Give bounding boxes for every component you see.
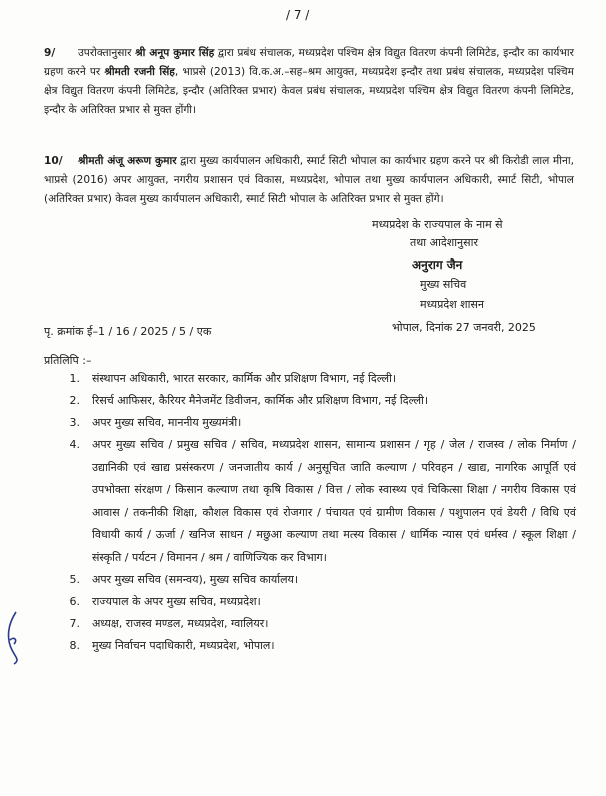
list-item: 7. अध्यक्ष, राजस्व मण्डल, मध्यप्रदेश, ग्वालियर। xyxy=(69,617,269,630)
paragraph-intro: उपरोक्तानुसार xyxy=(78,47,136,59)
paragraph-text: द्वारा मुख्य कार्यपालन अधिकारी, स्मार्ट सिटी भोपाल का कार्यभार ग्रहण करने पर श्री किरोडी लाल मीना, भाप्रसे (2016) अपर आयुक्त, नगरीय प्रशासन एवं विकास, मध्यप्रदेश, भोपाल तथा मुख्य कार्यपालन अधिकारी, स्मार्ट सिटी, भोपाल (अतिरिक्त प्रभार) केवल मुख्य कार्यपालन अधिकारी, स्मार्ट सिटी भोपाल के अतिरिक्त प्रभार से मुक्त होंगे। xyxy=(44,155,574,205)
signature-line-1: मध्यप्रदेश के राज्यपाल के नाम से xyxy=(372,218,503,231)
list-item: 4. अपर मुख्य सचिव / प्रमुख सचिव / सचिव, मध्यप्रदेश शासन, सामान्य प्रशासन / गृह / जेल / राजस्व / लोक निर्माण / उद्यानिकी एवं खाद्य प्रसंस्करण / जनजातीय कार्य / अनुसूचित जाति कल्याण / परिवहन / खाद्य, नागरिक आपूर्ति एवं उपभोक्ता संरक्षण / किसान कल्याण तथा कृषि विकास / वित्त / लोक स्वास्थ्य एवं चिकित्सा शिक्षा / नगरीय विकास एवं आवास / तकनीकी शिक्षा, कौशल विकास एवं रोजगार / पंचायत एवं ग्रामीण विकास / पशुपालन एवं डेयरी / विधि एवं विधायी कार्य / ऊर्जा / खनिज साधन / मछुआ कल्याण तथा मत्स्य विकास / धार्मिक न्यास एवं धर्मस्व / स्कूल शिक्षा / संस्कृति / पर्यटन / विमानन / श्रम / वाणिज्यिक कर विभाग। xyxy=(69,438,576,564)
officer-name: श्री अनूप कुमार सिंह xyxy=(135,47,215,59)
signatory-department: मध्यप्रदेश शासन xyxy=(420,298,485,311)
officer-name: श्रीमती रजनी सिंह xyxy=(104,66,175,78)
paragraph-number: 9/ xyxy=(44,47,56,59)
paragraph-number: 10/ xyxy=(44,155,63,167)
page-number: / 7 / xyxy=(286,8,310,22)
list-item: 3. अपर मुख्य सचिव, माननीय मुख्यमंत्री। xyxy=(69,416,242,429)
paragraph-text: , भाप्रसे (2013) वि.क.अ.–सह–श्रम आयुक्त, मध्यप्रदेश इन्दौर तथा प्रबंध संचालक, मध्यप्रदेश पश्चिम क्षेत्र विद्युत वितरण कंपनी लिमिटेड, इन्दौर (अतिरिक्त प्रभार) केवल प्रबंध संचालक, मध्यप्रदेश पश्चिम क्षेत्र विद्युत वितरण कंपनी लिमिटेड, इन्दौर के अतिरिक्त प्रभार से मुक्त होंगी। xyxy=(44,66,575,116)
handwritten-mark xyxy=(4,610,22,666)
officer-name: श्रीमती अंजू अरूण कुमार xyxy=(78,155,177,167)
list-item: 2. रिसर्च आफिसर, कैरियर मैनेजमेंट डिवीजन, कार्मिक और प्रशिक्षण विभाग, नई दिल्ली। xyxy=(69,394,429,407)
paragraph-9 xyxy=(44,44,574,120)
paragraph-10 xyxy=(44,152,574,209)
place-date: भोपाल, दिनांक 27 जनवरी, 2025 xyxy=(392,321,536,334)
list-item: 1. संस्थापन अधिकारी, भारत सरकार, कार्मिक और प्रशिक्षण विभाग, नई दिल्ली। xyxy=(69,372,397,385)
cc-list xyxy=(36,368,576,657)
paragraph-text: द्वारा प्रबंध संचालक, मध्यप्रदेश पश्चिम क्षेत्र विद्युत वितरण कंपनी लिमिटेड, इन्दौर का कार्यभार ग्रहण करने पर xyxy=(44,47,574,78)
cc-heading: प्रतिलिपि :– xyxy=(44,354,92,367)
list-item: 8. मुख्य निर्वाचन पदाधिकारी, मध्यप्रदेश, भोपाल। xyxy=(69,639,275,652)
signature-line-2: तथा आदेशानुसार xyxy=(410,236,478,249)
list-item: 6. राज्यपाल के अपर मुख्य सचिव, मध्यप्रदेश। xyxy=(69,595,261,608)
signatory-title: मुख्य सचिव xyxy=(420,278,467,291)
list-item: 5. अपर मुख्य सचिव (समन्वय), मुख्य सचिव कार्यालय। xyxy=(69,573,299,586)
signatory-name: अनुराग जैन xyxy=(412,258,463,272)
reference-number: पृ. क्रमांक ई–1 / 16 / 2025 / 5 / एक xyxy=(44,325,212,338)
